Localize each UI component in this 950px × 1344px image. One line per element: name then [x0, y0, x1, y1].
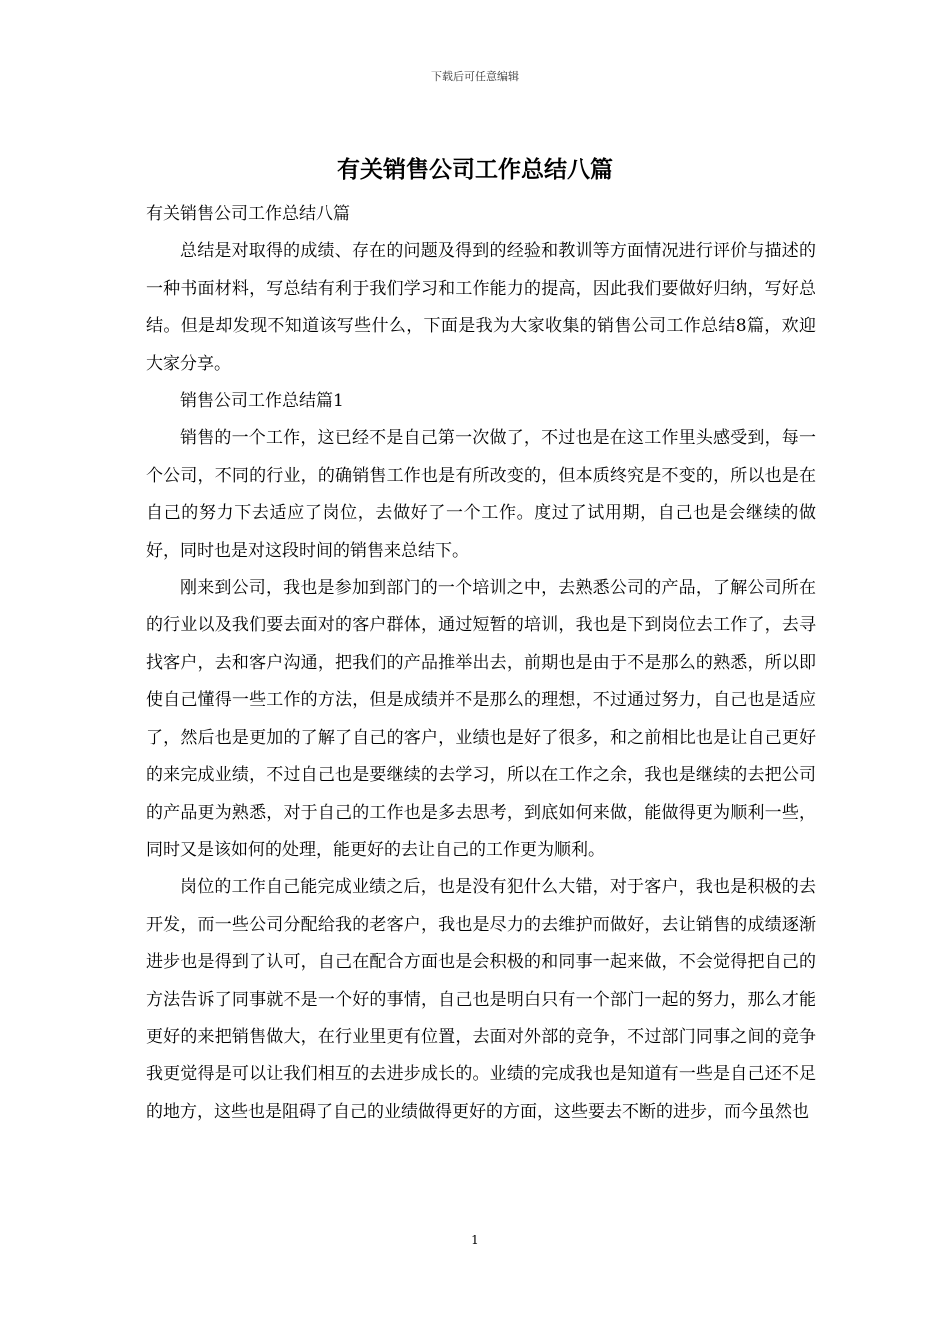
paragraph: 销售的一个工作，这已经不是自己第一次做了，不过也是在这工作里头感受到，每一个公司，不同的行业，的确销售工作也是有所改变的，但本质终究是不变的，所以也是在自己的努力下去适应了岗位，去做好了一个工作。度过了试用期，自己也是会继续的做好，同时也是对这段时间的销售来总结下。: [146, 428, 816, 561]
document-title: 有关销售公司工作总结八篇: [337, 156, 613, 183]
document-body: [146, 196, 816, 1131]
paragraph: 刚来到公司，我也是参加到部门的一个培训之中，去熟悉公司的产品，了解公司所在的行业以及我们要去面对的客户群体，通过短暂的培训，我也是下到岗位去工作了，去寻找客户，去和客户沟通，把我们的产品推举出去，前期也是由于不是那么的熟悉，所以即使自己懂得一些工作的方法，但是成绩并不是那么的理想，不过通过努力，自己也是适应了，然后也是更加的了解了自己的客户，业绩也是好了很多，和之前相比也是让自己更好的来完成业绩，不过自己也是要继续的去学习，所以在工作之余，我也是继续的去把公司的产品更为熟悉，对于自己的工作也是多去思考，到底如何来做，能做得更为顺利一些，同时又是该如何的处理，能更好的去让自己的工作更为顺利。: [146, 578, 816, 860]
document-subtitle: 有关销售公司工作总结八篇: [146, 204, 350, 224]
section-heading: 销售公司工作总结篇1: [180, 391, 344, 412]
paragraph: 岗位的工作自己能完成业绩之后，也是没有犯什么大错，对于客户，我也是积极的去开发，而一些公司分配给我的老客户，我也是尽力的去维护而做好，去让销售的成绩逐渐进步也是得到了认可，自己在配合方面也是会积极的和同事一起来做，不会觉得把自己的方法告诉了同事就不是一个好的事情，自己也是明白只有一个部门一起的努力，那么才能更好的来把销售做大，在行业里更有位置，去面对外部的竞争，不过部门同事之间的竞争我更觉得是可以让我们相互的去进步成长的。业绩的完成我也是知道有一些是自己还不足的地方，这些也是阻碍了自己的业绩做得更好的方面，这些要去不断的进步，而今虽然也: [146, 877, 816, 1122]
paragraph-intro: 总结是对取得的成绩、存在的问题及得到的经验和教训等方面情况进行评价与描述的一种书面材料，写总结有利于我们学习和工作能力的提高，因此我们要做好归纳，写好总结。但是却发现不知道该写些什么，下面是我为大家收集的销售公司工作总结8篇，欢迎大家分享。: [146, 241, 816, 374]
page-header-note: 下载后可任意编辑: [431, 70, 519, 83]
page-number: 1: [471, 1233, 479, 1247]
